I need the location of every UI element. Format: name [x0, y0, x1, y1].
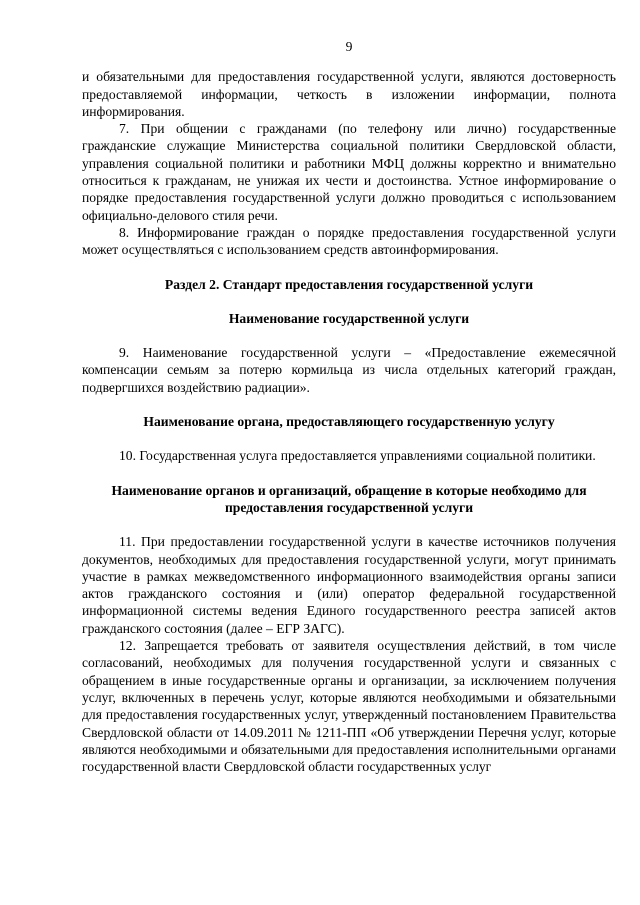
page-number: 9 — [345, 39, 353, 54]
paragraph-continuation: и обязательными для предоставления государственной услуги, являются достоверность предоставляемой информации, четкость в изложении информации, полнота информирования. — [82, 69, 616, 119]
paragraph-12: 12. Запрещается требовать от заявителя осуществления действий, в том числе согласований, необходимых для получения государственной услуги и связанных с обращением в иные государственные органы и организации, за исключением получения услуг, включенных в перечень услуг, которые являются необходимыми и обязательными для предоставления государственных услуг, утвержденный постановлением Правительства Свердловской области от 14.09.2011 № 1211-ПП «Об утверждении Перечня услуг, которые являются необходимыми и обязательными для предоставления исполнительными органами государственной власти Свердловской области государственных услуг — [82, 638, 616, 775]
organs-heading-line-1: Наименование органов и организаций, обращение в которые необходимо для — [111, 482, 587, 498]
section-2-heading: Раздел 2. Стандарт предоставления государственной услуги — [164, 276, 534, 292]
paragraph-8: 8. Информирование граждан о порядке предоставления государственной услуги может осуществляться с использованием средств автоинформирования. — [82, 224, 616, 258]
paragraph-11: 11. При предоставлении государственной услуги в качестве источников получения документов, необходимых для предоставления государственной услуги, могут принимать участие в рамках межведомственного информационного взаимодействия органы записи актов гражданского состояния и (или) оператор федеральной государственной информационной системы ведения Единого государственного реестра записей актов гражданского состояния (далее – ЕГР ЗАГС). — [82, 534, 616, 636]
service-name-heading: Наименование государственной услуги — [228, 310, 470, 326]
paragraph-10: 10. Государственная услуга предоставляется управлениями социальной политики. — [119, 448, 596, 464]
organs-organizations-heading — [82, 482, 616, 517]
organs-heading-line-2: предоставления государственной услуги — [224, 499, 474, 515]
paragraph-9: 9. Наименование государственной услуги – «Предоставление ежемесячной компенсации семьям за потерю кормильца из числа отдельных категорий граждан, подвергшихся воздействию радиации». — [82, 345, 616, 395]
paragraph-7: 7. При общении с гражданами (по телефону или лично) государственные гражданские служащие Министерства социальной политики Свердловской области, управления социальной политики и работники МФЦ должны корректно и внимательно относиться к гражданам, не унижая их чести и достоинства. Устное информирование о порядке предоставления государственной услуги должно проводиться с использованием официально-делового стиля речи. — [82, 121, 616, 223]
organ-name-heading: Наименование органа, предоставляющего государственную услугу — [143, 414, 555, 430]
document-page — [82, 38, 616, 775]
